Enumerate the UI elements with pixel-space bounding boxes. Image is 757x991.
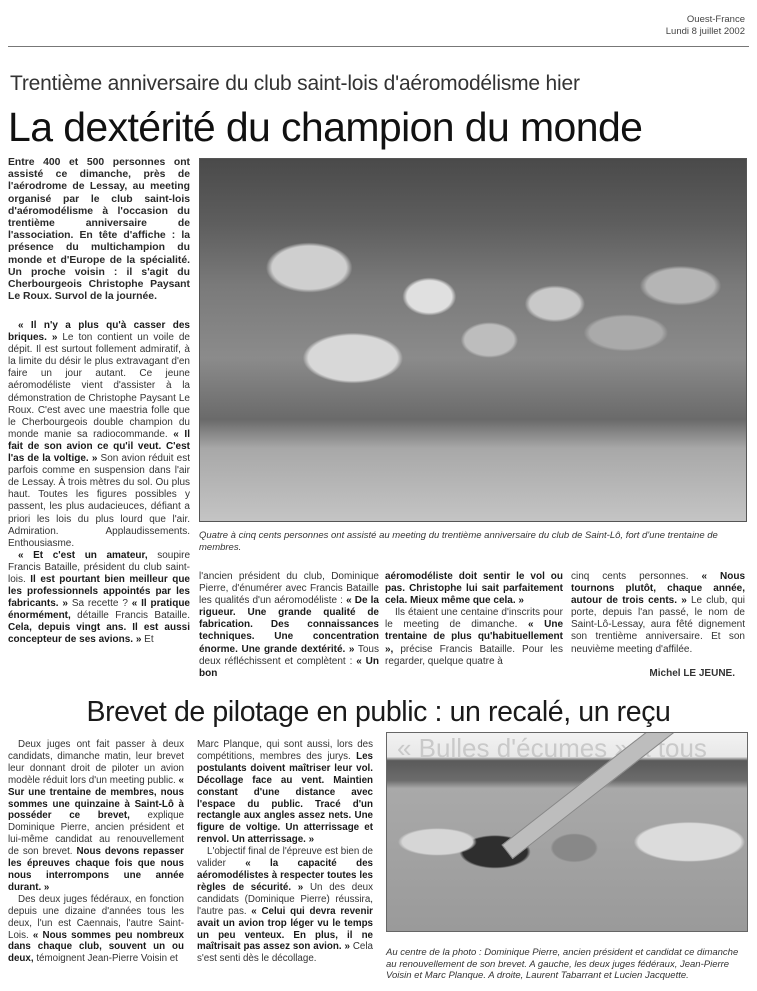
pilots-photo-caption: Au centre de la photo : Dominique Pierre, ancien président et candidat ce dimanche au renouvellement de son brevet. A gauche, les deux juges fédéraux, Jean-Pierre Voisin et Marc Planque. A droite, Laurent Tabarrant et Lucien Jacquette. [386, 947, 739, 982]
body-text: Tous deux réfléchissent et complètent : [199, 643, 379, 667]
article1-column-2 [199, 571, 379, 680]
body-text: Son avion réduit est parfois comme en suspension dans l'air de Lessay. À trois mètres du sol. Ou plus haut. Toutes les figures possibles y passent, les plus audacieuces, défiant a priori les lois du plus lourd que l'air. Admiration. Applaudissements. Enthousiasme. [8, 453, 191, 549]
body-text: Le club, qui porte, depuis l'an passé, le nom de Saint-Lô-Lessay, aura fêté dignement son trentième anniversaire. Et son neuvième meeting d'affilée. [571, 595, 745, 655]
body-text: L'objectif final de l'épreuve est bien de valider [197, 846, 373, 870]
body-text: précise Francis Bataille. Pour les regarder, quelque quatre à [385, 643, 563, 667]
paragraph [8, 320, 190, 550]
quote: Nous devons repasser les épreuves chaque fois que nous nous interrompons une année durant. » [8, 846, 184, 893]
body-text: Cela s'est senti dès le décollage. [197, 941, 373, 965]
quote: Cela, depuis vingt ans. Il est aussi concepteur de ses avions. » [8, 622, 190, 646]
byline: Michel LE JEUNE. [649, 667, 735, 679]
body-text: Des deux juges fédéraux, en fonction depuis une dizaine d'années tous les deux, l'un est Caennais, l'autre Saint-Lois. [8, 893, 184, 941]
quote: « Celui qui devra revenir avait un avion trop léger vu le temps un peu venteux. En plus, [197, 905, 373, 941]
masthead [666, 14, 745, 38]
article2-headline: Brevet de pilotage en public : un recalé, un reçu [86, 696, 671, 728]
quote: « Sur une trentaine de membres, nous sommes une quinzaine à Saint-Lô à posséder ce brevet, [8, 774, 184, 822]
quote: « Un bon [199, 655, 380, 679]
quote: « Il pratique énormément, [8, 598, 190, 622]
paragraph [8, 550, 190, 647]
publication-name: Ouest-France [686, 14, 745, 25]
quote: « De la rigueur. Une grande qualité de fabrication. Des connaissances techniques. Une concentration énorme. Une grande dextérité. » [199, 595, 379, 655]
crowd-photo [199, 158, 747, 522]
article1-column-3 [385, 571, 563, 668]
article1-column-4 [571, 571, 745, 680]
quote: « Il n'y a plus qu'à casser des briques. » [8, 320, 190, 344]
bleed-through-text: « Bulles d'écumes » à tous [397, 733, 707, 763]
body-text: détaille Francis Bataille. [70, 610, 190, 622]
pilots-photo [386, 732, 748, 932]
body-text: Deux juges ont fait passer à deux candidats, dimanche matin, leur brevet leur donnant droit de piloter un avion modèle réduit lors d'un meeting public. [8, 739, 184, 786]
body-text: cinq cents personnes. [571, 571, 702, 582]
article2-column-1 [8, 739, 184, 965]
quote: aéromodéliste doit sentir le vol ou pas. Christophe lui sait parfaitement cela. Mieux même que cela. » [385, 571, 563, 607]
article1-chapo: Entre 400 et 500 personnes ont assisté ce dimanche, près de l'aérodrome de Lessay, au meeting organisé par le club saint-lois d'aéromodélisme à l'occasion du trentième anniversaire de l'association. En tête d'affiche : la présence du multichampion du monde et d'Europe de la spécialité. Un proche voisin : il s'agit du Cherbourgeois Christophe Paysant Le Roux. Survol de la journée. [8, 157, 190, 303]
crowd-photo-caption: Quatre à cinq cents personnes ont assisté au meeting du trentième anniversaire du club de Saint-Lô, fort d'une trentaine de membres. [199, 530, 718, 553]
body-text: explique Dominique Pierre, ancien président et lui-même candidat au renouvellement de son brevet. [8, 810, 185, 858]
quote: il ne maîtrisait pas assez son avion. » [197, 929, 373, 953]
quote: Il est pourtant bien meilleur que les professionnels appointés par les fabricants. » [8, 573, 190, 610]
quote: « la capacité des aéromodélistes à respecter toutes les règles de sécurité. » [197, 858, 373, 893]
header-divider [8, 46, 749, 47]
body-text: soupire Francis Bataille, président du club saint-lois. [8, 549, 191, 585]
article1-column-1 [8, 320, 190, 647]
body-text: Le ton contient un voile de dépit. Il est surtout follement admiratif, à la limite du désir le plus extravagant d'en faire un jour autant. Ce jeune aéromodéliste vient d'assister à la démonstration de Christophe Paysant Le Roux. C'est avec une maestria folle que le Cherbourgeois double champion du monde manie sa radiocommande. [8, 332, 190, 440]
article2-column-2 [197, 739, 373, 965]
quote: « Nous sommes peu nombreux dans chaque club, souvent un ou deux, [8, 929, 185, 965]
quote: « Nous tournons plutôt, chaque année, autour de trois cents. » [571, 571, 746, 607]
quote: Les postulants doivent maîtriser leur vol. Décollage face au vent. Maintien constant d'une distance avec l'espace du public. Tracé d'un rectangle aux angles assez nets. Une figure de voltige. Un atterrissage et renvol. Un atterrissage. » [197, 750, 373, 846]
article1-headline: La dextérité du champion du monde [8, 104, 643, 150]
quote: « Et c'est un amateur, [18, 549, 148, 561]
body-text: Et [141, 634, 154, 646]
quote: « Une trentaine de plus qu'habituellement », [385, 619, 564, 655]
body-text: Un des deux candidats (Dominique Pierre) réussira, l'autre pas. [197, 881, 373, 917]
body-text: Ils étaient une centaine d'inscrits pour le meeting de dimanche. [385, 607, 563, 631]
body-text: Sa recette ? [67, 598, 132, 610]
body-text: Marc Planque, qui sont aussi, lors des compétitions, membres des jurys. [197, 739, 373, 762]
quote: « Il fait de son avion ce qu'il veut. C'est l'as de la voltige. » [8, 428, 190, 465]
body-text: l'ancien président du club, Dominique Pierre, d'énumérer avec Francis Bataille les qualités d'un aéromodéliste : [199, 571, 379, 607]
article1-kicker: Trentième anniversaire du club saint-lois d'aéromodélisme hier [10, 72, 580, 95]
body-text: témoignent Jean-Pierre Voisin et [33, 953, 178, 965]
publication-date: Lundi 8 juillet 2002 [665, 26, 745, 37]
